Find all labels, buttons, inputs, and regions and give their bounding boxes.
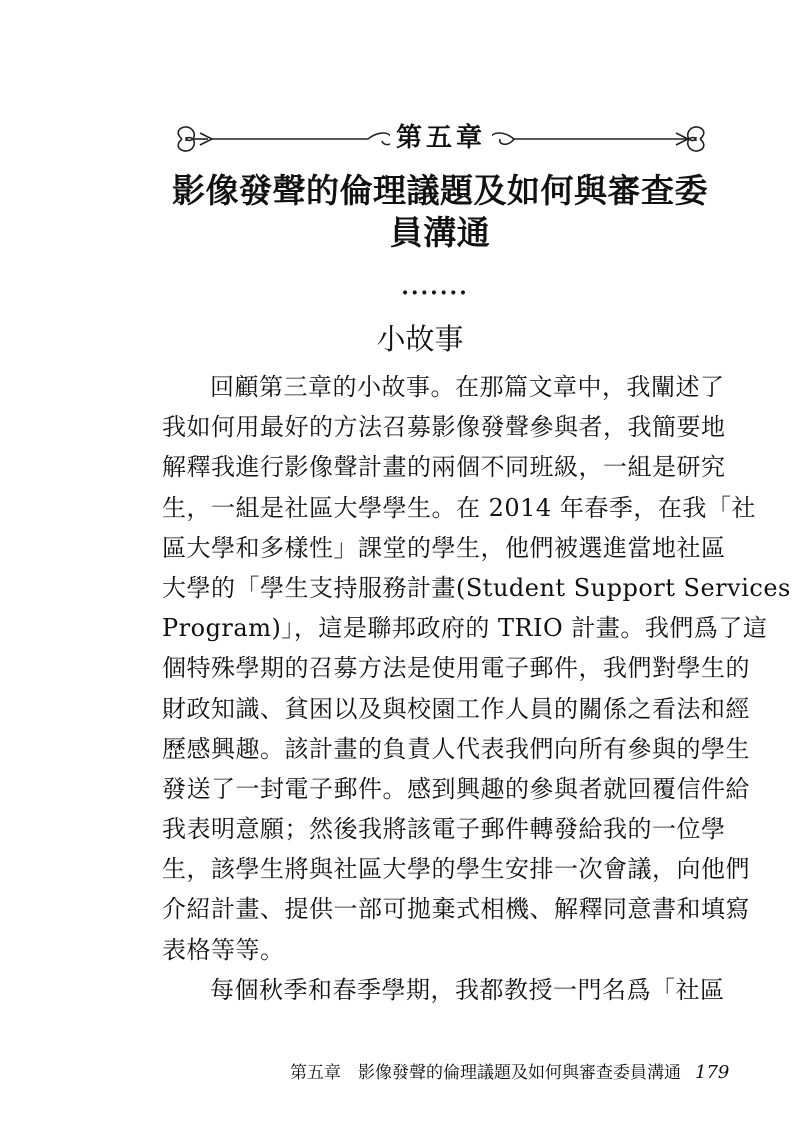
paragraph-line: 我如何用最好的方法召募影像發聲參與者，我簡要地 xyxy=(162,413,726,442)
page-number: 179 xyxy=(695,1062,730,1083)
chapter-label: 第五章 xyxy=(390,123,492,153)
paragraph-line: 生，一組是社區大學學生。在 2014 年春季，在我「社 xyxy=(162,493,756,522)
chapter-title: 影像發聲的倫理議題及如何與審查委員溝通 xyxy=(172,171,708,252)
paragraph-line: 區大學和多樣性」課堂的學生，他們被選進當地社區 xyxy=(162,533,726,562)
body-text xyxy=(162,367,791,1010)
section-ornament: ······· xyxy=(401,280,469,306)
paragraph-line: 歷感興趣。該計畫的負責人代表我們向所有參與的學生 xyxy=(162,734,750,763)
paragraph-line: 解釋我進行影像聲計畫的兩個不同班級，一組是研究 xyxy=(162,453,726,482)
page-footer xyxy=(290,1062,730,1084)
paragraph-line: 財政知識、貧困以及與校園工作人員的關係之看法和經 xyxy=(162,694,750,723)
paragraph-line: 個特殊學期的召募方法是使用電子郵件，我們對學生的 xyxy=(162,654,750,683)
running-head: 第五章 影像發聲的倫理議題及如何與審查委員溝通 xyxy=(290,1063,681,1083)
paragraph-line: 我表明意願；然後我將該電子郵件轉發給我的一位學 xyxy=(162,815,726,844)
paragraph-line: 表格等等。 xyxy=(162,935,285,964)
paragraph-line: 介紹計畫、提供一部可拋棄式相機、解釋同意書和填寫 xyxy=(162,895,750,924)
paragraph-line: 生，該學生將與社區大學的學生安排一次會議，向他們 xyxy=(162,855,750,884)
paragraph-line: Program)」，這是聯邦政府的 TRIO 計畫。我們爲了這 xyxy=(162,614,768,643)
paragraph-line: 回顧第三章的小故事。在那篇文章中，我闡述了 xyxy=(210,373,725,401)
section-title: 小故事 xyxy=(376,322,464,356)
paragraph-line: 發送了一封電子郵件。感到興趣的參與者就回覆信件給 xyxy=(162,774,750,803)
chapter-banner xyxy=(168,117,714,163)
paragraph-line: 每個秋季和春季學期，我都教授一門名爲「社區 xyxy=(210,975,725,1004)
paragraph-line: 大學的「學生支持服務計畫(Student Support Services xyxy=(162,573,791,602)
